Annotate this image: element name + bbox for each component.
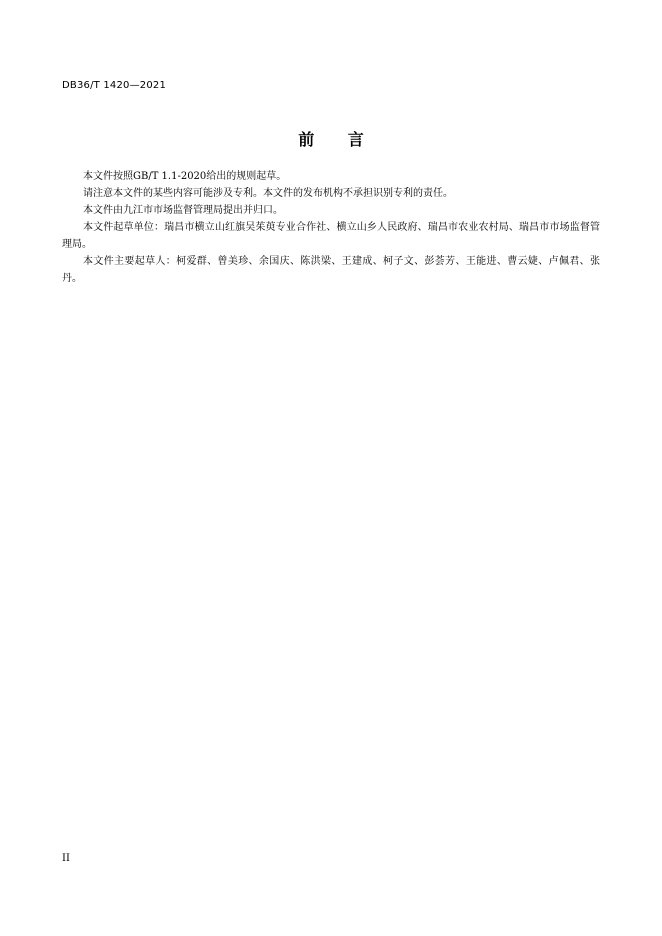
paragraph-drafting-units: 本文件起草单位：瑞昌市横立山红旗吴茱萸专业合作社、横立山乡人民政府、瑞昌市农业农村局、瑞昌市市场监督管理局。 [62,222,600,250]
paragraph-drafters: 本文件主要起草人：柯爱群、曾美珍、余国庆、陈洪梁、王建成、柯子文、彭荟芳、王能进、曹云婕、卢佩君、张丹。 [62,256,600,284]
document-code: DB36/T 1420—2021 [62,80,167,91]
paragraph-proposer: 本文件由九江市市场监督管理局提出并归口。 [83,205,283,216]
paragraph-patent-notice: 请注意本文件的某些内容可能涉及专利。本文件的发布机构不承担识别专利的责任。 [83,188,453,199]
foreword-body [62,168,600,287]
page-title: 前 言 [298,130,378,149]
page-number: II [62,853,70,864]
paragraph-drafting-rules: 本文件按照GB/T 1.1-2020给出的规则起草。 [83,171,287,182]
